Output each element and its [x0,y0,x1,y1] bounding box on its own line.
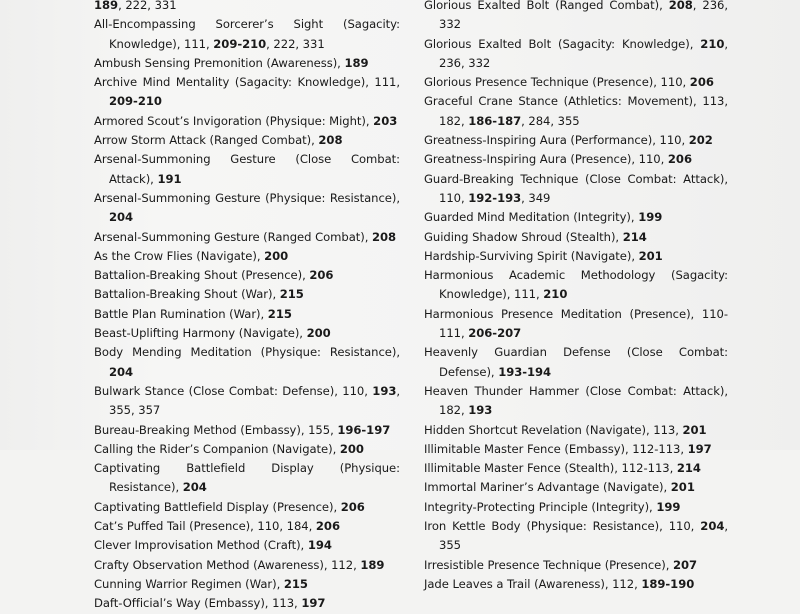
index-entry [94,266,400,285]
index-primary-page: 209-210 [109,94,162,109]
index-entry-text: Clever Improvisation Method (Craft), [94,538,308,553]
index-entry-text: Crafty Observation Method (Awareness), 112, [94,557,361,572]
index-entry [94,382,400,421]
index-primary-page: 199 [638,210,663,225]
index-entry-text: Daft-Official’s Way (Embassy), 113, [94,596,302,611]
index-entry-text: Harmonious Academic Methodology (Sagacity: Knowledge), 111, [424,268,728,302]
index-entry-text: Cat’s Puffed Tail (Presence), 110, 184, [94,519,316,534]
index-entry-text: Battle Plan Rumination (War), [94,306,268,321]
index-entry [94,15,400,54]
index-primary-page: 208 [318,133,343,148]
index-entry [94,0,400,15]
index-primary-page: 206 [309,268,334,283]
index-entry-text: Battalion-Breaking Shout (Presence), [94,268,310,283]
index-entry [94,112,400,131]
index-primary-page: 186-187 [468,113,522,128]
index-entry-text: Hardship-Surviving Spirit (Navigate), [424,248,639,263]
index-entry [424,0,728,35]
index-entry-text: Greatness-Inspiring Aura (Presence), 110, [424,152,668,167]
index-primary-page: 214 [676,461,701,476]
index-entry-text: Bureau-Breaking Method (Embassy), 155, [94,422,338,437]
index-primary-page: 204 [109,364,134,379]
index-entry-text: Hidden Shortcut Revelation (Navigate), 113, [424,422,683,437]
index-entry [424,556,728,575]
index-primary-page: 215 [279,287,304,302]
index-primary-page: 204 [700,519,725,534]
index-primary-page: 200 [306,326,331,341]
index-entry [94,498,400,517]
index-primary-page: 189 [360,557,385,572]
index-entry [424,498,728,517]
index-primary-page: 197 [301,596,326,611]
index-primary-page: 201 [638,248,663,263]
index-primary-page: 193 [468,403,493,418]
index-entry-text: Illimitable Master Fence (Embassy), 112-113, [424,441,688,456]
index-entry-text: Jade Leaves a Trail (Awareness), 112, [424,576,642,591]
index-entry-text: As the Crow Flies (Navigate), [94,248,265,263]
index-entry-text: Captivating Battlefield Display (Presence), [94,499,341,514]
index-entry [94,73,400,112]
index-primary-page: 206 [340,499,365,514]
index-entry-text: Irresistible Presence Technique (Presence), [424,557,673,572]
index-entry [94,131,400,150]
index-entry-text: Guiding Shadow Shroud (Stealth), [424,229,623,244]
index-entry [424,440,728,459]
index-entry [94,536,400,555]
index-primary-page: 192-193 [468,190,522,205]
index-entry [424,73,728,92]
index-entry [424,35,728,74]
index-entry [94,459,400,498]
index-entry-text: Bulwark Stance (Close Combat: Defense), 110, [94,383,373,398]
index-entry [94,228,400,247]
index-primary-page: 210 [543,287,568,302]
index-primary-page: 214 [622,229,647,244]
index-entry-text: , 236, 332 [439,0,729,32]
index-entry-text: , 284, 355 [521,113,580,128]
index-entry [94,556,400,575]
index-primary-page: 200 [264,248,289,263]
index-primary-page: 206 [689,75,714,90]
index-primary-page: 215 [283,576,308,591]
index-entry [424,228,728,247]
index-entry [424,131,728,150]
index-entry-text: Battalion-Breaking Shout (War), [94,287,280,302]
index-entry-text: Arsenal-Summoning Gesture (Close Combat: Attack), [94,152,400,186]
index-primary-page: 209-210 [213,36,267,51]
index-entry [94,189,400,228]
index-primary-page: 196-197 [337,422,391,437]
index-primary-page: 204 [182,480,207,495]
index-entry-text: Arrow Storm Attack (Ranged Combat), [94,133,319,148]
index-entry [94,324,400,343]
index-entry-text: , 349 [521,190,551,205]
index-entry [94,594,400,613]
index-entry [94,517,400,536]
index-primary-page: 191 [157,171,182,186]
index-entry [94,285,400,304]
index-entry-text: , 222, 331 [266,36,325,51]
index-primary-page: 201 [682,422,707,437]
index-primary-page: 202 [688,133,713,148]
index-entry-text: Guard-Breaking Technique (Close Combat: Attack), 110, [424,171,728,205]
index-primary-page: 200 [339,441,364,456]
index-entry [424,92,728,131]
index-entry-text: Integrity-Protecting Principle (Integrity), [424,499,657,514]
index-entry-text: Heavenly Guardian Defense (Close Combat: Defense), [424,345,728,379]
index-entry-text: Armored Scout’s Invigoration (Physique: Might), [94,113,374,128]
index-entry-text: Graceful Crane Stance (Athletics: Movement), 113, 182, [424,94,728,128]
index-entry-text: Arsenal-Summoning Gesture (Ranged Combat), [94,229,373,244]
index-entry-text: All-Encompassing Sorcerer’s Sight (Sagacity: Knowledge), 111, [94,17,400,51]
index-column-left [94,0,400,614]
index-entry-text: Captivating Battlefield Display (Physique: Resistance), [94,461,400,495]
index-entry [424,478,728,497]
index-entry-text: Glorious Exalted Bolt (Sagacity: Knowledge), [424,36,701,51]
index-entry-text: Arsenal-Summoning Gesture (Physique: Resistance), [94,190,400,205]
index-entry [424,382,728,421]
index-primary-page: 189-190 [641,576,695,591]
index-entry-text: Glorious Presence Technique (Presence), 110, [424,75,690,90]
index-entry [94,575,400,594]
index-primary-page: 193 [372,383,397,398]
index-primary-page: 206 [667,152,692,167]
index-primary-page: 215 [267,306,292,321]
index-primary-page: 210 [700,36,725,51]
index-column-right [424,0,728,594]
index-entry [424,459,728,478]
index-entry [424,517,728,556]
index-entry-text: Archive Mind Mentality (Sagacity: Knowledge), 111, [94,75,400,90]
index-entry [424,343,728,382]
index-primary-page: 199 [656,499,681,514]
index-primary-page: 193-194 [498,364,552,379]
index-entry-text: Illimitable Master Fence (Stealth), 112-113, [424,461,677,476]
index-entry [424,305,728,344]
index-entry [94,150,400,189]
index-entry [424,421,728,440]
index-entry [94,54,400,73]
index-primary-page: 189 [94,0,119,12]
index-primary-page: 203 [373,113,398,128]
index-entry [424,208,728,227]
index-entry-text: Iron Kettle Body (Physique: Resistance), 110, [424,519,701,534]
index-entry-text: Greatness-Inspiring Aura (Performance), 110, [424,133,689,148]
index-primary-page: 208 [668,0,693,12]
index-primary-page: 197 [687,441,712,456]
index-entry [94,440,400,459]
index-entry-text: Beast-Uplifting Harmony (Navigate), [94,326,307,341]
index-primary-page: 207 [672,557,698,572]
index-entry-text: Cunning Warrior Regimen (War), [94,576,284,591]
index-entry-text: Guarded Mind Meditation (Integrity), [424,210,639,225]
index-entry [94,305,400,324]
index-primary-page: 208 [372,229,397,244]
index-entry-text: , 236, 332 [439,36,728,70]
index-entry [424,266,728,305]
index-primary-page: 201 [670,480,695,495]
index-entry [424,575,728,594]
index-entry-text: , 222, 331 [118,0,177,12]
index-entry-text: Body Mending Meditation (Physique: Resistance), [94,345,400,360]
index-entry [94,343,400,382]
index-entry [94,421,400,440]
index-primary-page: 206 [315,519,340,534]
index-entry-text: Harmonious Presence Meditation (Presence), 110-111, [424,306,728,341]
index-entry [94,247,400,266]
index-entry-text: Calling the Rider’s Companion (Navigate), [94,441,340,456]
index-entry-text: , 355 [439,519,728,553]
index-primary-page: 204 [109,210,134,225]
index-entry-text: Glorious Exalted Bolt (Ranged Combat), [424,0,669,12]
index-primary-page: 206-207 [468,326,522,341]
index-entry-text: , 355, 357 [109,383,400,418]
index-entry [424,247,728,266]
index-entry-text: Immortal Mariner’s Advantage (Navigate), [424,480,671,495]
index-entry-text: Heaven Thunder Hammer (Close Combat: Attack), 182, [424,383,728,418]
index-primary-page: 189 [344,55,369,70]
index-entry [424,150,728,169]
index-entry-text: Ambush Sensing Premonition (Awareness), [94,55,345,70]
index-primary-page: 194 [307,538,332,553]
index-entry [424,170,728,209]
